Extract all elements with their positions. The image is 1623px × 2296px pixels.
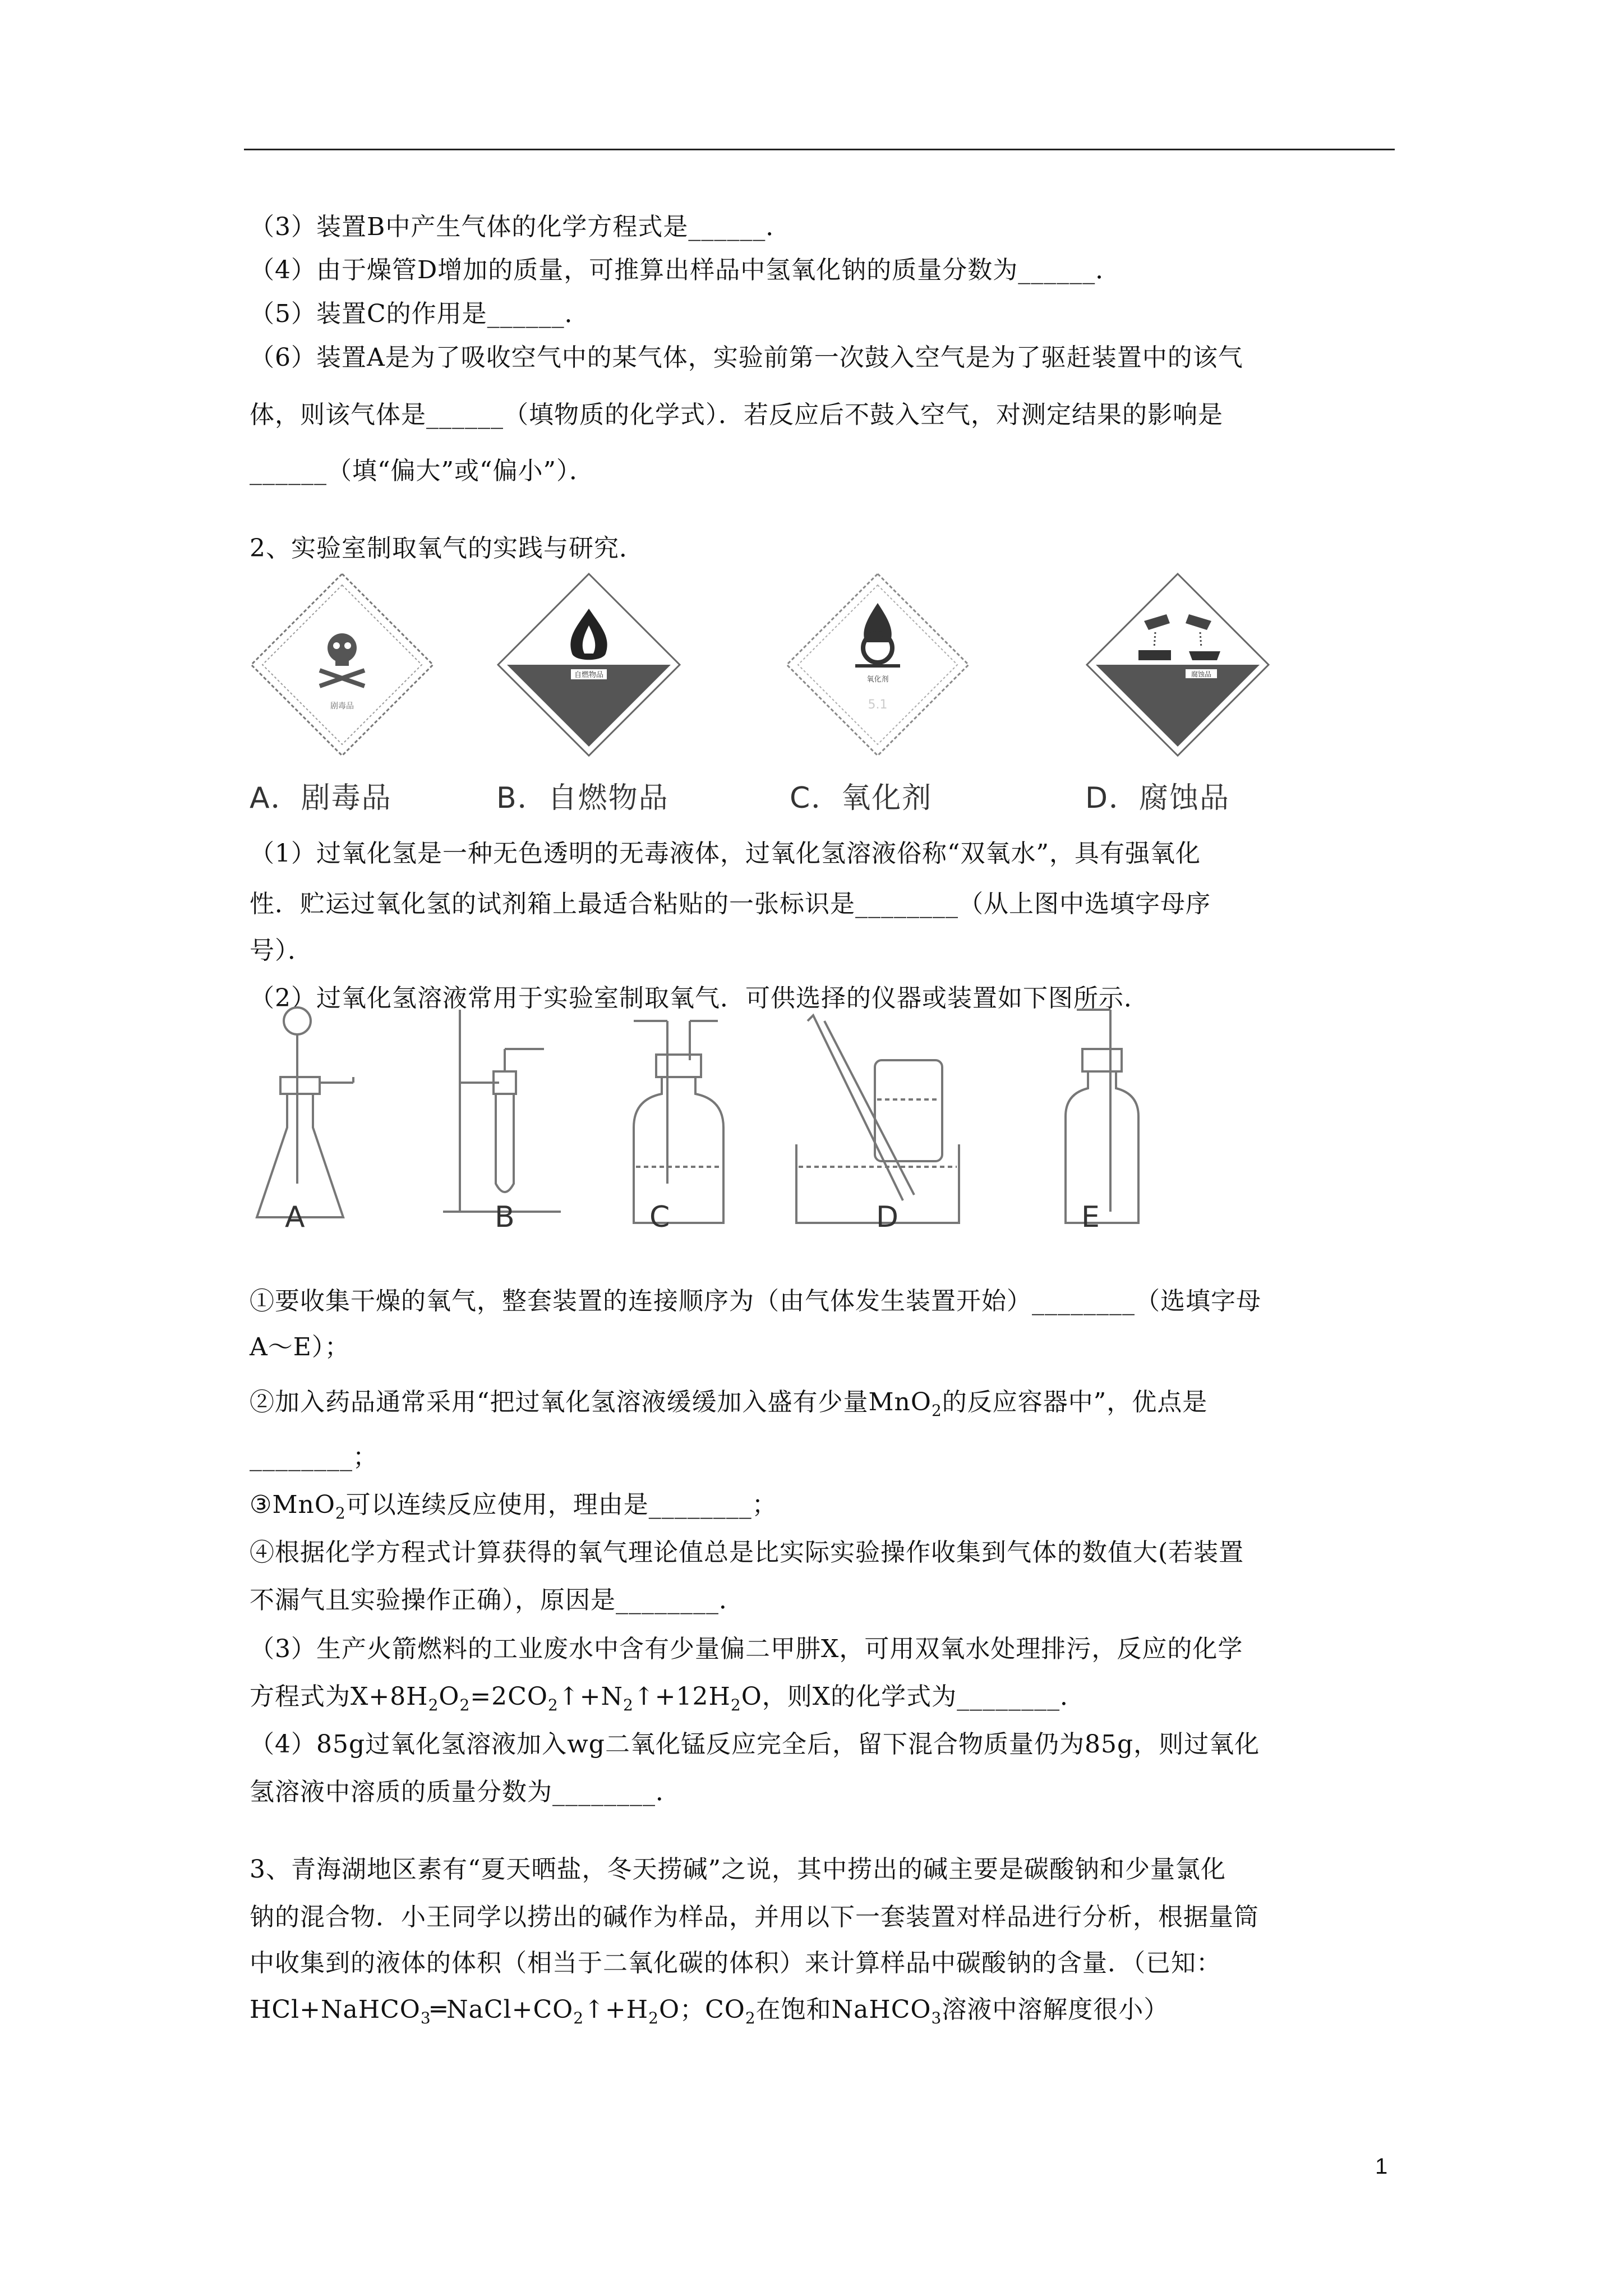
apparatus-label-e: E — [1081, 1200, 1100, 1234]
header-rule — [244, 149, 1395, 150]
apparatus-label-a: A — [285, 1200, 305, 1234]
q3-line4: $HCl+NaHCO_3═NaCl+CO_2↑+H_2O$；$CO_2$在饱和NaHCO$_3$溶液中溶解度很小） — [250, 1995, 1169, 2027]
svg-text:5.1: 5.1 — [868, 698, 888, 712]
q2-title: 2、实验室制取氧气的实践与研究． — [250, 534, 644, 563]
q2-part3-line1: （3）生产火箭燃料的工业废水中含有少量偏二甲肼X，可用双氧水处理排污，反应的化学 — [250, 1635, 1243, 1663]
hazard-sign-toxic — [247, 569, 437, 762]
hazard-sign-oxidizer — [782, 569, 973, 762]
q2-part2: （2）过氧化氢溶液常用于实验室制取氧气．可供选择的仪器或装置如下图所示． — [250, 984, 1149, 1013]
hazard-sign-flammable — [494, 569, 684, 762]
q2-part4-line1: （4）85g过氧化氢溶液加入wg二氧化锰反应完全后，留下混合物质量仍为85g，则过氧化 — [250, 1730, 1260, 1759]
hazard-inner-text-oxidizer: 氧化剂 — [866, 675, 889, 684]
page-number: 1 — [1375, 2154, 1388, 2179]
q2-part1-line2: 性．贮运过氧化氢的试剂箱上最适合粘贴的一张标识是________（从上图中选填字母序 — [250, 890, 1211, 918]
hazard-inner-text-corrosive: 腐蚀品 — [1191, 670, 1212, 678]
hazard-label-b: B．自燃物品 — [496, 781, 669, 815]
q2-part3-line2: 方程式为$X+8H_2O_2=2CO_2↑+N_2↑+12H_2O$，则X的化学式为________． — [250, 1682, 1086, 1714]
q3-line3: 中收集到的液体的体积（相当于二氧化碳的体积）来计算样品中碳酸钠的含量．（已知： — [250, 1949, 1221, 1977]
q2-step4-line1: ④根据化学方程式计算获得的氧气理论值总是比实际实验操作收集到气体的数值大(若装置 — [250, 1538, 1244, 1567]
hazard-label-a: A．剧毒品 — [250, 781, 392, 815]
apparatus-label-c: C — [649, 1200, 670, 1234]
q1-part6-line3: ______（填“偏大”或“偏小”）． — [250, 457, 594, 485]
q2-step2-line1: ②加入药品通常采用“把过氧化氢溶液缓缓加入盛有少量MnO$_2$的反应容器中”，优点是 — [250, 1388, 1208, 1420]
q2-step1-line1: ①要收集干燥的氧气，整套装置的连接顺序为（由气体发生装置开始）________（选填字母 — [250, 1287, 1261, 1315]
q2-part4-line2: 氢溶液中溶质的质量分数为________． — [250, 1778, 681, 1806]
q2-part1-line1: （1）过氧化氢是一种无色透明的无毒液体，过氧化氢溶液俗称“双氧水”，具有强氧化 — [250, 839, 1201, 868]
hazard-inner-text-toxic: 剧毒品 — [330, 702, 354, 711]
q1-part6-line1: （6）装置A是为了吸收空气中的某气体，实验前第一次鼓入空气是为了驱赶装置中的该气 — [250, 343, 1243, 372]
q2-step3: ③MnO$_2$可以连续反应使用，理由是________； — [250, 1490, 777, 1522]
q1-part4: （4）由于燥管D增加的质量，可推算出样品中氢氧化钠的质量分数为______． — [250, 256, 1121, 284]
hazard-label-c: C．氧化剂 — [790, 781, 933, 815]
q2-step2-line2: ________； — [250, 1443, 378, 1471]
q3-line2: 钠的混合物．小王同学以捞出的碱作为样品，并用以下一套装置对样品进行分析，根据量筒 — [250, 1903, 1259, 1931]
apparatus-c-gas-bottle — [623, 999, 735, 1236]
hazard-label-d: D．腐蚀品 — [1085, 781, 1230, 815]
apparatus-label-b: B — [495, 1200, 515, 1234]
hazard-inner-text-flammable: 自燃物品 — [574, 671, 604, 679]
apparatus-a-flask — [247, 999, 370, 1236]
hazard-sign-corrosive — [1082, 569, 1273, 762]
q1-part3: （3）装置B中产生气体的化学方程式是______． — [250, 213, 791, 241]
q3-line1: 3、青海湖地区素有“夏天晒盐，冬天捞碱”之说，其中捞出的碱主要是碳酸钠和少量氯化 — [250, 1855, 1226, 1884]
q1-part6-line2: 体，则该气体是______（填物质的化学式）．若反应后不鼓入空气，对测定结果的影响是 — [250, 401, 1223, 429]
q1-part5: （5）装置C的作用是______． — [250, 300, 590, 328]
q2-step4-line2: 不漏气且实验操作正确），原因是________． — [250, 1586, 744, 1614]
apparatus-label-d: D — [876, 1200, 899, 1234]
q2-part1-line3: 号）． — [250, 936, 313, 965]
q2-step1-line2: A～E）； — [250, 1333, 350, 1361]
